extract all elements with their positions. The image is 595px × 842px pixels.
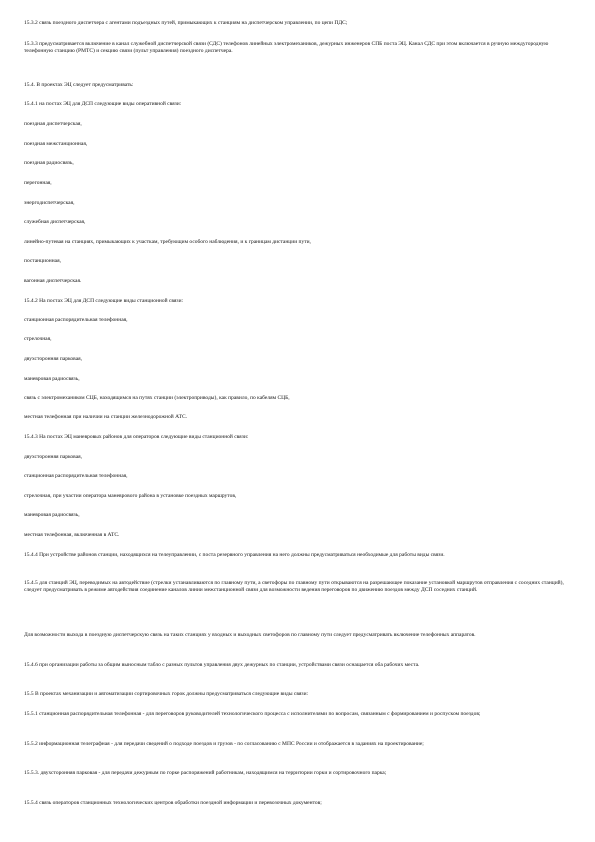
paragraph-15-4-6: 15.4.6 при организации работы за общим выносным табло с разных пультов управления двух дежурных по станции, устройствами связи оснащается оба рабочих места. [24,662,420,668]
list-item: местная телефонная, включенная в АТС. [24,532,120,538]
paragraph-15-5-2: 15.5.2 информационная телеграфная - для передачи сведений о подходе поездов и грузов - по согласованию с МПС России и отображается в заданиях на проектирование; [24,741,424,747]
paragraph-15-4-5-note: Для возможности выхода в поездную диспетчерскую связь на таких станциях у входных и выходных светофоров по главному пути следует предусматривать включение телефонных аппаратов. [24,632,476,638]
list-item: линейно-путевая на станциях, примыкающих к участкам, требующим особого наблюдения, и к границам дистанции пути, [24,239,311,245]
list-item: местная телефонная при наличии на станции железнодорожной АТС. [24,414,188,420]
list-item: вагонная диспетчерская. [24,278,82,284]
list-item: энергодиспетчерская, [24,200,75,206]
paragraph-15-4-1: 15.4.1 на постах ЭЦ для ДСП следующие виды оперативной связи: [24,101,182,107]
paragraph-15-5: 15.5 В проектах механизации и автоматизации сортировочных горок должны предусматриваться следующие виды связи: [24,691,309,697]
paragraph-15-3-2: 15.3.2 связь поездного диспетчера с агентами подъездных путей, примыкающих к станциям на диспетчерском управлении, по цепи ПДС; [24,20,348,26]
list-item: связь с электромехаником СЦБ, находящимся на путях станции (электроприводы), как правило, по кабелям СЦБ, [24,395,290,401]
list-item: станционная распорядительная телефонная, [24,473,128,479]
list-item: поездная межстанционная, [24,141,88,147]
paragraph-15-4: 15.4. В проектах ЭЦ следует предусматривать: [24,82,134,88]
paragraph-15-4-4: 15.4.4 При устройстве районов станции, находящихся на телеуправлении, с поста резервного управления на него должны предусматриваться необходимые для работы виды связи. [24,552,445,558]
list-item: стрелочная, при участии оператора маневрового района в установке поездных маршрутов, [24,493,237,499]
list-item: поездная радиосвязь, [24,160,74,166]
list-item: постанционная, [24,258,61,264]
list-item: двухсторонняя парковая, [24,454,83,460]
list-item: двухсторонняя парковая, [24,356,83,362]
list-item: поездная диспетчерская, [24,121,82,127]
list-item: стрелочная, [24,336,52,342]
paragraph-15-5-1: 15.5.1 станционная распорядительная телефонная - для переговоров руководителей технологического процесса с исполнителями по вопросам, связанным с формированием и роспуском поездов; [24,711,481,717]
paragraph-15-5-3: 15.5.3. двухсторонняя парковая - для передачи дежурным по горке распоряжений работникам, находящимся на территории горки и сортировочного парка; [24,770,387,776]
list-item: перегонная, [24,180,52,186]
list-item: маневровая радиосвязь, [24,376,80,382]
paragraph-15-4-2: 15.4.2 На постах ЭЦ для ДСП следующие виды станционной связи: [24,298,184,304]
list-item: маневровая радиосвязь, [24,512,80,518]
paragraph-15-5-4: 15.5.4 связь операторов станционных технологических центров обработки поездной информации и перевозочных документов; [24,800,322,806]
paragraph-15-4-5: 15.4.5 для станций ЭЦ, переводимых на автодействие (стрелки устанавливаются по главному пути, а светофоры по главному пути открываются на разрешающее показание установкой маршрутов отправления с соседних станций), следует предусматривать в режиме автодействия соединение каналов линии межстанционной связи для возможности ведения переговоров по движению поездов между ДСП соседних станций. [24,580,564,593]
list-item: служебная диспетчерская, [24,219,86,225]
list-item: станционная распорядительная телефонная, [24,317,128,323]
paragraph-15-3-3: 15.3.3 предусматривается включение в канал служебной диспетчерской связи (СДС) телефонов линейных электромехаников, дежурных инженеров СПБ поста ЭЦ. Канал СДС при этом включается в ручную междугородную телефонную станцию (РМТС) и секцию связи (пульт управления) поездного диспетчера. [24,41,549,54]
paragraph-15-4-3: 15.4.3 На постах ЭЦ маневровых районов для операторов следующие виды станционной связи: [24,434,249,440]
